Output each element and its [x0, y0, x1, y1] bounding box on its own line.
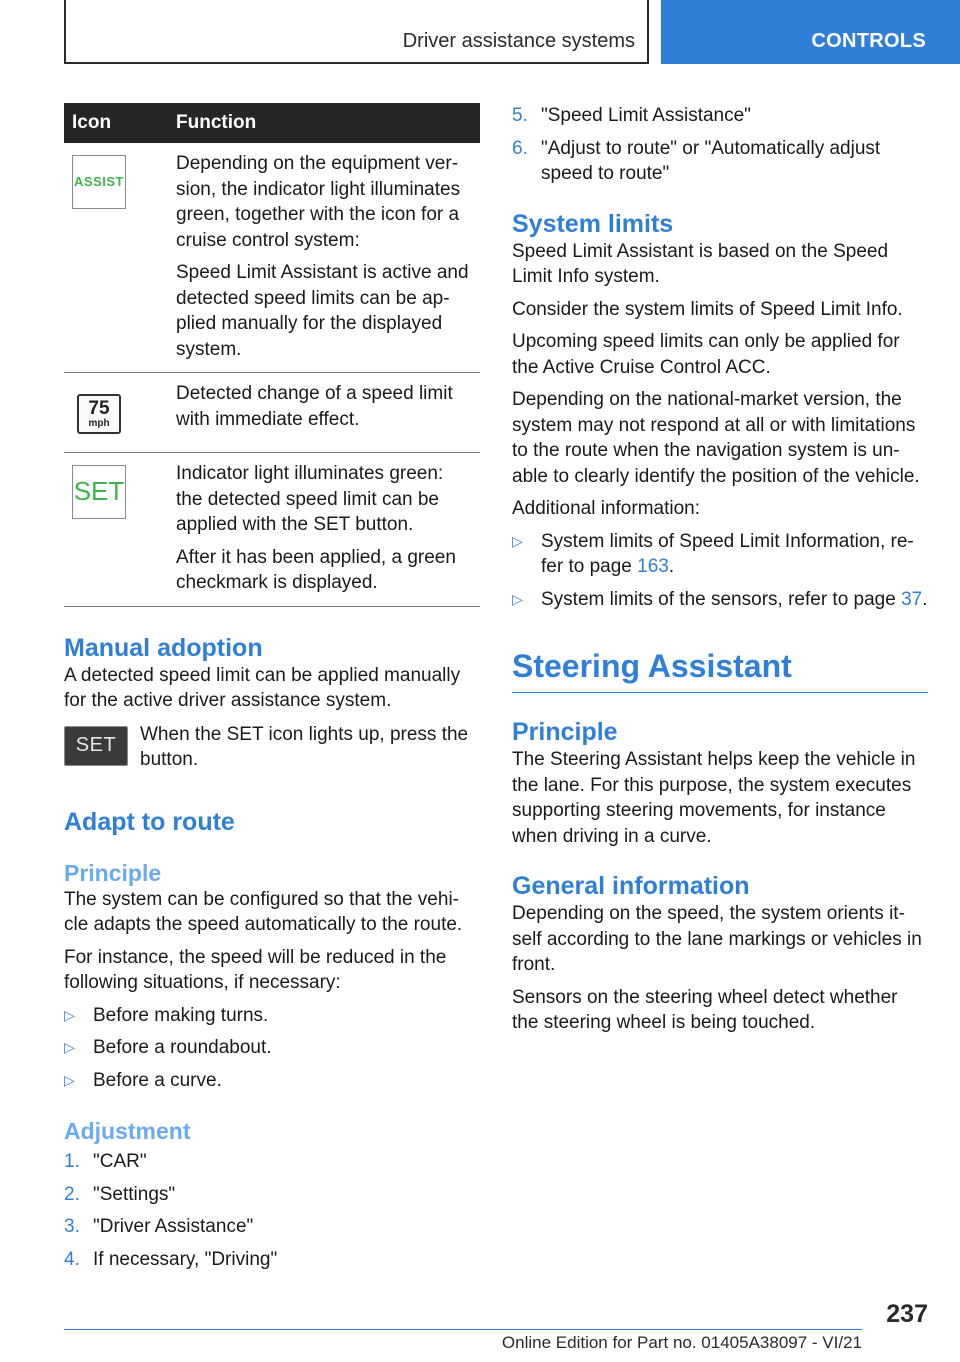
function-cell — [168, 453, 480, 607]
list-item: 4. If necessary, "Driving" — [64, 1248, 278, 1270]
general-information-heading: General information — [512, 872, 750, 900]
speed-sign-number: 75 — [88, 398, 110, 419]
chapter-title: Driver assistance systems — [402, 30, 635, 52]
assist-icon-label: ASSIST — [74, 174, 124, 190]
triangle-bullet-icon: ▷ — [512, 590, 523, 607]
limits-text: Additional information: — [512, 498, 700, 519]
list-item: 3. "Driver Assistance" — [64, 1216, 254, 1237]
adapt-principle-text: The system can be configured so that the vehi-cle adapts the speed automatically to the route. — [64, 888, 463, 935]
set-button-row — [64, 722, 480, 773]
general-information-text: Sensors on the steering wheel detect whether the steering wheel is being touched. — [512, 986, 898, 1033]
set-indicator-icon — [72, 465, 126, 519]
page-link-163[interactable]: 163 — [637, 556, 669, 577]
icon-cell — [64, 143, 168, 373]
speed-sign — [77, 394, 121, 434]
list-item: ▷ System limits of the sensors, refer to page 37. — [512, 587, 928, 613]
situations-list — [64, 1003, 480, 1094]
adjustment-heading: Adjustment — [64, 1118, 191, 1144]
adjustment-steps-continued — [512, 103, 928, 187]
adapt-situations-text: For instance, the speed will be reduced in the following situations, if necessary: — [64, 946, 447, 993]
limits-text: Consider the system limits of Speed Limit Info. — [512, 298, 903, 320]
footer-edition: Online Edition for Part no. 01405A38097 - VI/21 — [501, 1333, 862, 1352]
function-cell — [168, 143, 480, 373]
page-link-37[interactable]: 37 — [901, 588, 923, 610]
triangle-bullet-icon: ▷ — [64, 1039, 75, 1055]
list-item: ▷ Before making turns. — [64, 1003, 480, 1029]
set-icon-label: SET — [73, 476, 125, 507]
icon-cell — [64, 453, 168, 607]
function-text: Indicator light illuminates green: the detected speed limit can be applied with the SET button. — [176, 463, 444, 535]
limits-text: Speed Limit Assistant is based on the Speed Limit Info system. — [512, 240, 889, 287]
limits-text: Depending on the national-market version, the system may not respond at all or with limitations to the route when the navigation system is un-able to clearly identify the position of the vehicle. — [512, 389, 920, 487]
list-item: ▷ System limits of Speed Limit Information, re-fer to page 163. — [512, 530, 914, 577]
speed-limit-sign-icon — [72, 387, 126, 441]
list-item: 2. "Settings" — [64, 1183, 176, 1205]
table-row — [64, 373, 480, 453]
assist-indicator-icon — [72, 155, 126, 209]
function-text: After it has been applied, a green checkmark is displayed. — [176, 546, 456, 593]
function-cell — [168, 373, 480, 453]
general-information-text: Depending on the speed, the system orients it-self according to the lane markings or vehicles in front. — [512, 903, 922, 975]
steering-principle-heading: Principle — [512, 718, 618, 746]
system-limits-heading: System limits — [512, 209, 674, 238]
table-header-row — [64, 103, 480, 143]
header-section-tab — [661, 0, 960, 64]
header-chapter-box — [64, 0, 649, 64]
list-item: 5. "Speed Limit Assistance" — [512, 105, 751, 126]
steering-principle-text: The Steering Assistant helps keep the vehicle in the lane. For this purpose, the system executes supporting steering movements, for instance when driving in a curve. — [512, 749, 916, 847]
list-item: 6. "Adjust to route" or "Automatically adjust speed to route" — [512, 137, 881, 184]
triangle-bullet-icon: ▷ — [64, 1006, 75, 1023]
adapt-principle-heading: Principle — [64, 859, 162, 886]
triangle-bullet-icon: ▷ — [512, 532, 523, 549]
footer-divider — [64, 1329, 862, 1330]
manual-adoption-heading: Manual adoption — [64, 633, 263, 662]
list-item: 1. "CAR" — [64, 1151, 147, 1172]
steering-assistant-heading: Steering Assistant — [512, 646, 928, 693]
table-row — [64, 143, 480, 373]
set-button-instruction: When the SET icon lights up, press the button. — [140, 723, 469, 770]
function-text: Depending on the equipment ver-sion, the indicator light illuminates green, together with the icon for a cruise control system: — [176, 153, 461, 251]
function-text: Speed Limit Assistant is active and detected speed limits can be ap-plied manually for the displayed system. — [176, 262, 469, 360]
icon-cell — [64, 373, 168, 453]
additional-info-list — [512, 529, 928, 613]
limits-text: Upcoming speed limits can only be applied for the Active Cruise Control ACC. — [512, 331, 900, 378]
adjustment-steps — [64, 1149, 480, 1272]
table-row — [64, 453, 480, 607]
triangle-bullet-icon: ▷ — [64, 1071, 75, 1088]
right-column — [512, 103, 928, 1036]
adapt-to-route-heading: Adapt to route — [64, 807, 235, 836]
icon-function-table — [64, 103, 480, 607]
left-column — [64, 103, 480, 1272]
set-button-icon — [64, 726, 128, 766]
table-header-icon: Icon — [64, 103, 168, 143]
speed-sign-unit: mph — [88, 418, 110, 429]
manual-adoption-text: A detected speed limit can be applied manually for the active driver assistance system. — [64, 664, 461, 711]
list-item: ▷ Before a roundabout. — [64, 1035, 480, 1061]
function-text: Detected change of a speed limit with immediate effect. — [176, 383, 453, 430]
table-header-function: Function — [168, 103, 480, 143]
set-button-label: SET — [75, 734, 117, 756]
section-label: CONTROLS — [811, 30, 926, 52]
list-item: ▷ Before a curve. — [64, 1068, 480, 1094]
page-number: 237 — [886, 1300, 928, 1328]
